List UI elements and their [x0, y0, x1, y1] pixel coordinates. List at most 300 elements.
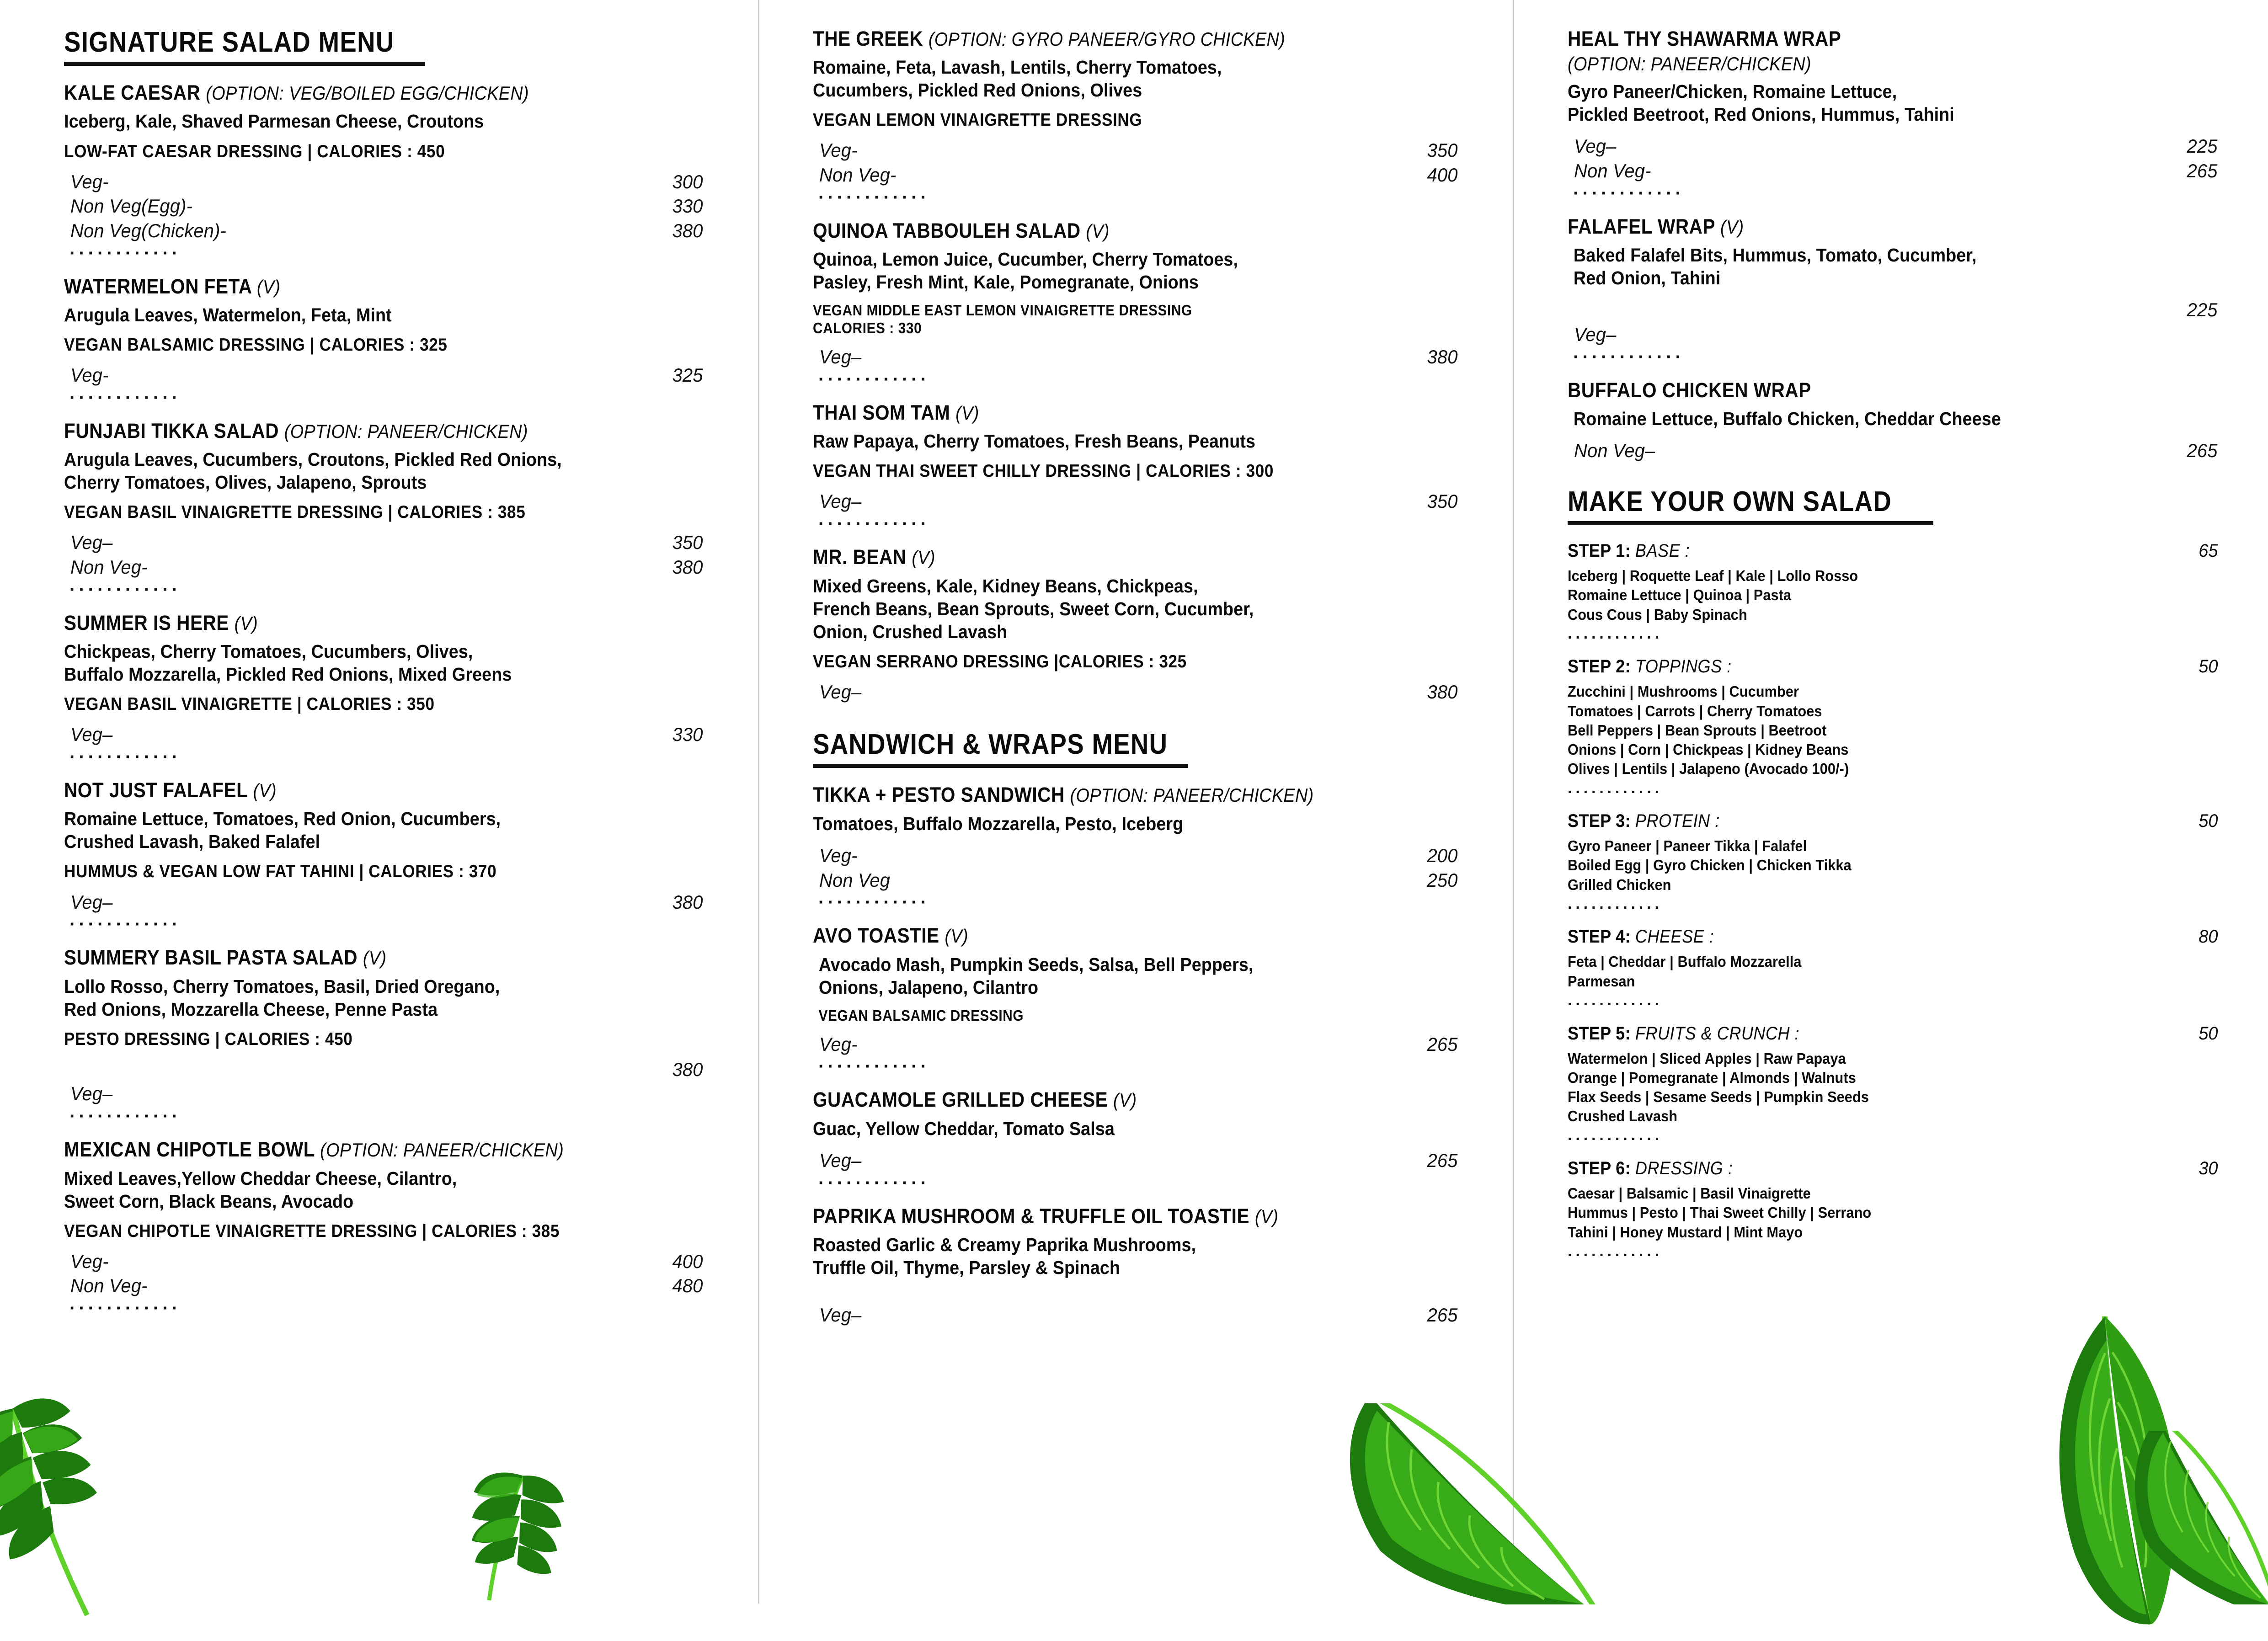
menu-item: [64, 946, 703, 1127]
build-step-options: [1568, 1184, 2172, 1242]
menu-item-name: AVO TOASTIE: [813, 924, 939, 948]
price-row: [1568, 134, 2218, 159]
build-step-label: TOPPINGS :: [1635, 656, 1732, 677]
dotted-separator: ············: [1573, 346, 1685, 367]
menu-item: [813, 27, 1458, 206]
menu-item-heading: [64, 275, 639, 298]
build-step-heading: [1568, 1158, 2218, 1178]
menu-item-option: (OPTION: VEG/BOILED EGG/CHICKEN): [206, 82, 529, 104]
dotted-separator: ············: [818, 892, 930, 913]
dotted-separator: ············: [818, 1056, 930, 1077]
price-row: [64, 722, 703, 747]
ingredient-line: Arugula Leaves, Cucumbers, Croutons, Pickled Red Onions,: [64, 449, 562, 470]
menu-item-name: HEAL THY SHAWARMA WRAP: [1568, 27, 1841, 50]
price-row: [813, 680, 1458, 704]
menu-item-prices: [1568, 134, 2218, 183]
menu-item-heading: [64, 946, 639, 969]
menu-item-heading: [1568, 215, 2153, 238]
price-amount: 400: [1427, 164, 1458, 186]
build-step-number: STEP 6:: [1568, 1158, 1631, 1179]
price-row: [64, 218, 703, 243]
price-label: Veg–: [70, 891, 113, 913]
menu-item-name: WATERMELON FETA: [64, 274, 252, 298]
build-step-options: [1568, 566, 2172, 624]
menu-item-name: SUMMER IS HERE: [64, 611, 229, 634]
price-label: Non Veg-: [1574, 160, 1651, 182]
build-step-number: STEP 4:: [1568, 927, 1631, 947]
build-step-option-line: Zucchini | Mushrooms | Cucumber: [1568, 683, 1799, 700]
price-label: Veg–: [70, 724, 113, 746]
ingredient-line: Pickled Beetroot, Red Onions, Hummus, Tahini: [1568, 104, 1954, 125]
menu-item-ingredients: [813, 1233, 1406, 1279]
build-step-number: STEP 1:: [1568, 541, 1631, 561]
menu-item-dressing-calories: [64, 694, 639, 715]
dressing-line: PESTO DRESSING | CALORIES : 450: [64, 1029, 353, 1049]
make-your-own-steps-list: [1568, 541, 2218, 1262]
price-amount: 380: [1427, 346, 1458, 368]
menu-item-dressing-calories: [64, 1029, 639, 1050]
dotted-separator: ············: [818, 187, 930, 208]
price-label: Veg–: [70, 532, 113, 554]
price-label: Veg-: [819, 1033, 858, 1055]
menu-item-option: (OPTION: GYRO PANEER/GYRO CHICKEN): [928, 28, 1286, 50]
section-rule: [64, 62, 425, 66]
build-step-option-line: Bell Peppers | Bean Sprouts | Beetroot: [1568, 721, 1827, 739]
build-step-label: BASE :: [1635, 541, 1690, 561]
build-step-label: FRUITS & CRUNCH :: [1635, 1023, 1800, 1044]
price-label: Veg–: [70, 1083, 113, 1105]
ingredient-line: Romaine, Feta, Lavash, Lentils, Cherry Tomatoes,: [813, 57, 1222, 78]
menu-item-name: GUACAMOLE GRILLED CHEESE: [813, 1088, 1108, 1112]
dotted-separator: ············: [818, 369, 930, 389]
price-row: [813, 843, 1458, 868]
menu-item-prices: [813, 680, 1458, 704]
price-label: Veg–: [1574, 135, 1617, 157]
wraps-item-list: [1568, 27, 2218, 480]
price-label: Veg–: [1574, 324, 1617, 346]
price-row: [813, 163, 1458, 187]
price-amount: 265: [2187, 160, 2218, 182]
menu-item-dressing-calories: [64, 1221, 639, 1242]
dressing-line: VEGAN SERRANO DRESSING |CALORIES : 325: [813, 651, 1187, 671]
ingredient-line: Gyro Paneer/Chicken, Romaine Lettuce,: [1568, 81, 1897, 102]
menu-item: [64, 420, 703, 598]
dressing-line: LOW-FAT CAESAR DRESSING | CALORIES : 450: [64, 141, 445, 161]
dotted-separator: ············: [818, 514, 930, 534]
price-row: [813, 1148, 1458, 1173]
build-step-options: [1568, 836, 2172, 895]
build-step: [1568, 541, 2218, 645]
build-step-heading: [1568, 656, 2218, 677]
ingredient-line: Quinoa, Lemon Juice, Cucumber, Cherry Tomatoes,: [813, 249, 1238, 270]
build-step-option-line: Caesar | Balsamic | Basil Vinaigrette: [1568, 1185, 1811, 1202]
menu-item-name: PAPRIKA MUSHROOM & TRUFFLE OIL TOASTIE: [813, 1204, 1250, 1228]
menu-item-dressing-calories: [813, 110, 1393, 131]
dressing-line: VEGAN BASIL VINAIGRETTE DRESSING | CALORIES : 385: [64, 502, 526, 522]
price-row: [1568, 298, 2218, 347]
menu-item-dressing-calories: [64, 141, 639, 162]
price-amount: 325: [672, 364, 703, 386]
menu-item-heading: [813, 219, 1393, 242]
column-divider-1: [758, 0, 759, 1604]
dotted-separator: ············: [1568, 995, 1663, 1013]
menu-item-option: (V): [912, 547, 935, 569]
menu-item-heading: [64, 779, 639, 802]
build-step-number: STEP 2:: [1568, 656, 1631, 677]
build-step-title: [1568, 1023, 1799, 1044]
ingredient-line: Onion, Crushed Lavash: [813, 621, 1008, 642]
dotted-separator: ············: [69, 747, 181, 767]
build-step-option-line: Boiled Egg | Gyro Chicken | Chicken Tikka: [1568, 857, 1852, 874]
menu-item-prices: [64, 722, 703, 747]
price-label: Veg-: [819, 139, 858, 161]
price-amount: 350: [672, 532, 703, 554]
menu-item-dressing-calories: [813, 651, 1393, 672]
menu-item-ingredients: [1568, 80, 2166, 126]
dotted-separator: ············: [69, 914, 181, 935]
price-amount: 380: [672, 1058, 703, 1080]
build-step-option-line: Olives | Lentils | Jalapeno (Avocado 100/-): [1568, 760, 1849, 778]
price-label: Veg-: [70, 364, 109, 386]
build-step-price: 50: [2198, 811, 2218, 831]
menu-item-dressing-calories: [813, 1007, 1393, 1025]
menu-item: [813, 401, 1458, 532]
menu-item-option: (V): [234, 612, 258, 634]
menu-item-option: (V): [363, 947, 387, 969]
price-label: Veg–: [819, 490, 862, 512]
price-label: Veg–: [819, 681, 862, 703]
menu-item-name: TIKKA + PESTO SANDWICH: [813, 783, 1065, 807]
menu-item-heading: [813, 1088, 1393, 1111]
ingredient-line: Red Onions, Mozzarella Cheese, Penne Pasta: [64, 998, 438, 1020]
price-amount: 350: [1427, 490, 1458, 512]
price-amount: 350: [1427, 139, 1458, 161]
build-step-option-line: Flax Seeds | Sesame Seeds | Pumpkin Seeds: [1568, 1088, 1869, 1106]
price-amount: 380: [1427, 681, 1458, 703]
section-title-signature-salad: SIGNATURE SALAD MENU: [64, 27, 395, 58]
menu-item-heading: [813, 783, 1393, 806]
build-step-label: DRESSING :: [1635, 1158, 1733, 1179]
dotted-separator: ············: [69, 243, 181, 263]
ingredient-line: Baked Falafel Bits, Hummus, Tomato, Cucumber,: [1573, 245, 1977, 266]
dressing-line: HUMMUS & VEGAN LOW FAT TAHINI | CALORIES : 370: [64, 862, 497, 882]
menu-item-option: (V): [1720, 216, 1744, 238]
build-step: [1568, 1158, 2218, 1262]
dotted-separator: ············: [1568, 783, 1663, 801]
ingredient-line: Avocado Mash, Pumpkin Seeds, Salsa, Bell Peppers,: [818, 954, 1254, 975]
dressing-line: VEGAN CHIPOTLE VINAIGRETTE DRESSING | CALORIES : 385: [64, 1221, 560, 1241]
menu-column-1: [0, 0, 758, 1604]
menu-item-option: (V): [1113, 1089, 1137, 1111]
menu-item-prices: [64, 890, 703, 915]
menu-item-prices: [64, 363, 703, 388]
ingredient-line: Truffle Oil, Thyme, Parsley & Spinach: [813, 1257, 1121, 1279]
ingredient-line: Roasted Garlic & Creamy Paprika Mushrooms,: [813, 1234, 1196, 1256]
build-step-option-line: Hummus | Pesto | Thai Sweet Chilly | Serrano: [1568, 1204, 1872, 1221]
build-step: [1568, 656, 2218, 799]
ingredient-line: Romaine Lettuce, Tomatoes, Red Onion, Cucumbers,: [64, 808, 501, 830]
menu-item-prices: [64, 1057, 703, 1107]
build-step-price: 50: [2198, 1023, 2218, 1044]
ingredient-line: Iceberg, Kale, Shaved Parmesan Cheese, Croutons: [64, 111, 484, 132]
dressing-line: VEGAN BALSAMIC DRESSING: [818, 1007, 1024, 1024]
dotted-separator: ············: [1568, 1130, 1663, 1148]
menu-item: [64, 275, 703, 406]
menu-item-ingredients: [1568, 407, 2166, 430]
menu-item-name: NOT JUST FALAFEL: [64, 778, 248, 802]
menu-item-ingredients: [813, 430, 1406, 453]
price-label: Non Veg(Chicken)-: [70, 220, 227, 242]
build-step-option-line: Grilled Chicken: [1568, 876, 1671, 893]
dotted-separator: ············: [69, 1106, 181, 1127]
menu-item: [64, 81, 703, 261]
menu-item-dressing-calories: [813, 302, 1393, 337]
dressing-line: VEGAN LEMON VINAIGRETTE DRESSING: [813, 110, 1142, 130]
dotted-separator: ············: [1568, 1246, 1663, 1264]
menu-item: [1568, 379, 2218, 480]
menu-item-option: (V): [253, 780, 277, 802]
sandwich-wraps-item-list: [813, 783, 1458, 1344]
menu-item: [813, 924, 1458, 1075]
dotted-separator: ············: [69, 579, 181, 600]
menu-item-option: (V): [955, 402, 979, 424]
ingredient-line: Guac, Yellow Cheddar, Tomato Salsa: [813, 1118, 1115, 1139]
price-label: Non Veg-: [70, 1275, 148, 1297]
ingredient-line: Buffalo Mozzarella, Pickled Red Onions, Mixed Greens: [64, 664, 512, 685]
price-label: Veg-: [70, 170, 109, 192]
menu-column-3: [1513, 0, 2268, 1604]
price-row: [64, 555, 703, 580]
price-amount: 225: [2187, 135, 2218, 157]
price-amount: 400: [672, 1250, 703, 1272]
menu-item-option: (OPTION: PANEER/CHICKEN): [320, 1139, 564, 1161]
section-title-make-your-own-salad: MAKE YOUR OWN SALAD: [1568, 486, 1892, 518]
signature-salad-item-list: [64, 81, 703, 1319]
menu-item: [64, 1138, 703, 1319]
build-step-label: CHEESE :: [1635, 927, 1714, 947]
dotted-separator: ············: [1573, 183, 1685, 203]
ingredient-line: Mixed Greens, Kale, Kidney Beans, Chickpeas,: [813, 575, 1198, 597]
ingredient-line: Tomatoes, Buffalo Mozzarella, Pesto, Iceberg: [813, 813, 1184, 834]
menu-item-ingredients: [64, 1167, 652, 1213]
dressing-line: CALORIES : 330: [813, 320, 922, 337]
ingredient-line: Cherry Tomatoes, Olives, Jalapeno, Sprouts: [64, 472, 427, 493]
menu-item-name: MR. BEAN: [813, 545, 907, 569]
price-amount: 225: [2187, 299, 2218, 321]
price-row: [813, 868, 1458, 893]
dressing-line: VEGAN THAI SWEET CHILLY DRESSING | CALORIES : 300: [813, 461, 1274, 481]
build-step-label: PROTEIN :: [1635, 811, 1720, 831]
price-amount: 200: [1427, 844, 1458, 866]
menu-item-prices: [64, 170, 703, 243]
price-label: Veg-: [819, 844, 858, 866]
build-step-title: [1568, 656, 1732, 677]
menu-item-ingredients: [813, 56, 1406, 101]
menu-item-heading: [64, 1138, 639, 1161]
build-step-option-line: Parmesan: [1568, 972, 1635, 990]
price-row: [64, 363, 703, 388]
build-step-option-line: Onions | Corn | Chickpeas | Kidney Beans: [1568, 741, 1849, 758]
menu-item-prices: [813, 1032, 1458, 1057]
ingredient-line: Crushed Lavash, Baked Falafel: [64, 831, 320, 852]
ingredient-line: French Beans, Bean Sprouts, Sweet Corn, Cucumber,: [813, 598, 1254, 619]
menu-item: [813, 783, 1458, 911]
build-step-option-line: Crushed Lavash: [1568, 1108, 1678, 1125]
menu-item-ingredients: [813, 575, 1406, 643]
menu-item-ingredients: [813, 953, 1406, 999]
price-amount: 265: [1427, 1149, 1458, 1171]
menu-item-name: KALE CAESAR: [64, 81, 201, 105]
build-step-option-line: Tomatoes | Carrots | Cherry Tomatoes: [1568, 702, 1822, 719]
menu-item-ingredients: [64, 807, 652, 853]
menu-item-option: (V): [256, 276, 281, 298]
build-step-number: STEP 5:: [1568, 1023, 1631, 1044]
ingredient-line: Chickpeas, Cherry Tomatoes, Cucumbers, Olives,: [64, 641, 473, 662]
ingredient-line: Lollo Rosso, Cherry Tomatoes, Basil, Dried Oregano,: [64, 975, 500, 997]
dotted-separator: ············: [1568, 899, 1663, 916]
price-amount: 480: [672, 1275, 703, 1297]
build-step: [1568, 811, 2218, 915]
menu-item-prices: [813, 1148, 1458, 1173]
menu-item: [64, 612, 703, 765]
price-row: [813, 138, 1458, 163]
build-step-price: 65: [2198, 541, 2218, 561]
menu-item-name: SUMMERY BASIL PASTA SALAD: [64, 946, 358, 970]
build-step-option-line: Romaine Lettuce | Quinoa | Pasta: [1568, 586, 1792, 604]
price-amount: 265: [2187, 440, 2218, 462]
menu-item-name: FALAFEL WRAP: [1568, 214, 1715, 238]
menu-item-dressing-calories: [64, 335, 639, 356]
build-step-title: [1568, 927, 1714, 947]
price-row: [64, 890, 703, 915]
price-row: [813, 1032, 1458, 1057]
price-label: Veg-: [70, 1250, 109, 1272]
price-amount: 380: [672, 556, 703, 578]
menu-item-heading: [813, 546, 1393, 569]
price-row: [813, 345, 1458, 369]
ingredient-line: Cucumbers, Pickled Red Onions, Olives: [813, 80, 1142, 101]
menu-item-heading: [64, 612, 639, 634]
menu-item-prices: [64, 1249, 703, 1299]
menu-item-dressing-calories: [813, 461, 1393, 482]
menu-item-prices: [1568, 298, 2218, 347]
price-label: Veg–: [819, 346, 862, 368]
price-row: [1568, 159, 2218, 183]
menu-item-option: (V): [945, 925, 969, 947]
menu-item-ingredients: [813, 1117, 1406, 1140]
build-step: [1568, 927, 2218, 1011]
menu-item-ingredients: [64, 975, 652, 1021]
price-row: [1568, 438, 2218, 463]
menu-item: [813, 1205, 1458, 1345]
menu-item-name: MEXICAN CHIPOTLE BOWL: [64, 1138, 315, 1161]
ingredient-line: Arugula Leaves, Watermelon, Feta, Mint: [64, 304, 392, 326]
ingredient-line: Red Onion, Tahini: [1573, 267, 1721, 289]
build-step-price: 50: [2198, 656, 2218, 677]
dotted-separator: ············: [1568, 629, 1663, 646]
price-row: [64, 194, 703, 218]
build-step-number: STEP 3:: [1568, 811, 1631, 831]
menu-item-name: BUFFALO CHICKEN WRAP: [1568, 378, 1811, 402]
build-step-heading: [1568, 927, 2218, 947]
dotted-separator: ············: [818, 1172, 930, 1193]
build-step-title: [1568, 1158, 1733, 1178]
dressing-line: VEGAN BALSAMIC DRESSING | CALORIES : 325: [64, 335, 448, 355]
price-label: Non Veg-: [70, 556, 148, 578]
menu-item-option: (OPTION: PANEER/CHICKEN): [1070, 784, 1314, 806]
price-row: [64, 1273, 703, 1298]
build-step-option-line: Feta | Cheddar | Buffalo Mozzarella: [1568, 953, 1802, 970]
price-row: [813, 1303, 1458, 1327]
price-amount: 265: [1427, 1033, 1458, 1055]
menu-item-prices: [813, 843, 1458, 893]
ingredient-line: Pasley, Fresh Mint, Kale, Pomegranate, Onions: [813, 272, 1199, 293]
build-step-heading: [1568, 811, 2218, 831]
menu-item-option: (OPTION: PANEER/CHICKEN): [284, 420, 528, 442]
build-step-option-line: Orange | Pomegranate | Almonds | Walnuts: [1568, 1069, 1856, 1086]
build-step-options: [1568, 952, 2172, 991]
build-step-options: [1568, 1049, 2172, 1126]
menu-item-dressing-calories: [64, 861, 639, 882]
menu-item-name: THE GREEK: [813, 27, 923, 50]
menu-item-ingredients: [1568, 244, 2166, 289]
menu-item-prices: [813, 345, 1458, 369]
menu-item-heading: [813, 924, 1393, 947]
ingredient-line: Raw Papaya, Cherry Tomatoes, Fresh Beans, Peanuts: [813, 431, 1256, 452]
menu-item-ingredients: [64, 448, 652, 494]
menu-item-heading: [1568, 379, 2153, 402]
price-label: Non Veg(Egg)-: [70, 195, 193, 217]
menu-item-option: (OPTION: PANEER/CHICKEN): [1568, 53, 1811, 75]
menu-item-name: QUINOA TABBOULEH SALAD: [813, 218, 1081, 242]
price-label: Non Veg–: [1574, 440, 1655, 462]
build-step: [1568, 1023, 2218, 1147]
ingredient-line: Mixed Leaves,Yellow Cheddar Cheese, Cilantro,: [64, 1167, 457, 1189]
menu-item: [813, 1088, 1458, 1191]
menu-item-heading: [813, 1205, 1393, 1228]
build-step-options: [1568, 682, 2172, 778]
build-step-option-line: Watermelon | Sliced Apples | Raw Papaya: [1568, 1050, 1846, 1067]
menu-item-heading: [64, 81, 639, 104]
section-rule: [813, 764, 1188, 768]
dotted-separator: ············: [69, 1298, 181, 1319]
price-row: [64, 1249, 703, 1274]
price-amount: 380: [672, 220, 703, 242]
build-step-heading: [1568, 541, 2218, 561]
ingredient-line: Romaine Lettuce, Buffalo Chicken, Cheddar Cheese: [1573, 408, 2001, 430]
menu-item-heading: [813, 401, 1393, 424]
menu-item-prices: [813, 138, 1458, 187]
build-step-option-line: Iceberg | Roquette Leaf | Kale | Lollo Rosso: [1568, 567, 1858, 585]
menu-item-ingredients: [813, 248, 1406, 293]
menu-item-ingredients: [64, 640, 652, 686]
menu-item: [1568, 27, 2218, 202]
menu-item-prices: [813, 1303, 1458, 1327]
menu-item-prices: [1568, 438, 2218, 463]
build-step-option-line: Gyro Paneer | Paneer Tikka | Falafel: [1568, 837, 1807, 855]
price-row: [813, 489, 1458, 514]
menu-item: [1568, 215, 2218, 365]
menu-item: [813, 546, 1458, 721]
menu-item-ingredients: [813, 812, 1406, 835]
section-title-sandwich-wraps: SANDWICH & WRAPS MENU: [813, 729, 1168, 761]
price-amount: 330: [672, 195, 703, 217]
build-step-price: 30: [2198, 1158, 2218, 1179]
price-label: Veg–: [819, 1149, 862, 1171]
ingredient-line: Sweet Corn, Black Beans, Avocado: [64, 1190, 354, 1212]
menu-item-option: (V): [1254, 1205, 1279, 1227]
menu-item-name: FUNJABI TIKKA SALAD: [64, 419, 279, 442]
